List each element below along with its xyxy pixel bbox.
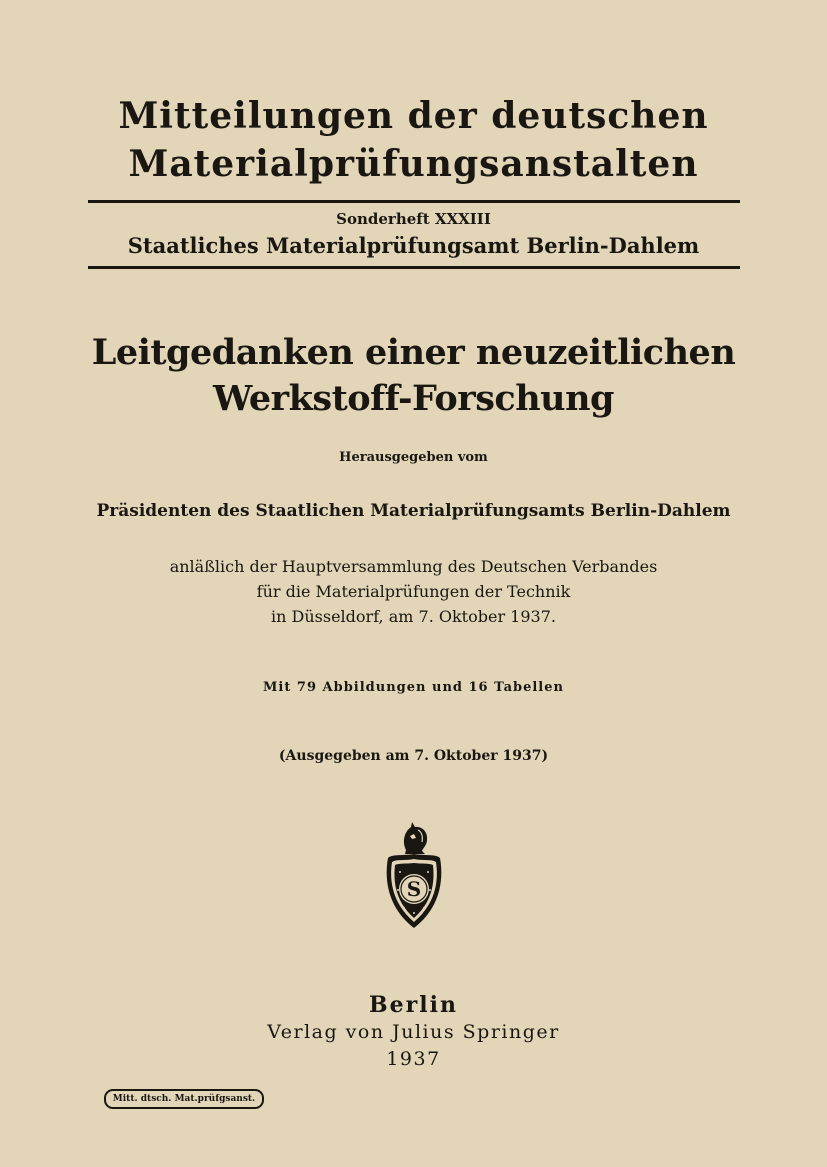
issue-number: Sonderheft XXXIII <box>336 210 491 228</box>
occasion-line1: anläßlich der Hauptversammlung des Deutschen Verbandes <box>169 557 658 576</box>
springer-knight-logo-icon <box>378 820 450 932</box>
editor-name: Präsidenten des Staatlichen Materialprüfungsamts Berlin-Dahlem <box>96 501 731 521</box>
imprint-city: Berlin <box>369 992 458 1018</box>
issued-date: (Ausgegeben am 7. Oktober 1937) <box>278 748 549 764</box>
imprint-publisher: Verlag von Julius Springer <box>267 1021 560 1043</box>
series-title-line1: Mitteilungen der deutschen <box>118 95 709 137</box>
occasion-line3: in Düsseldorf, am 7. Oktober 1937. <box>271 607 556 626</box>
top-rule <box>88 200 740 203</box>
imprint <box>0 992 827 1073</box>
institution-name: Staatliches Materialprüfungsamt Berlin-Dahlem <box>127 233 700 258</box>
series-title <box>0 92 827 188</box>
bottom-rule <box>88 266 740 269</box>
series-title-line2: Materialprüfungsanstalten <box>128 143 699 185</box>
main-title-line1: Leitgedanken einer neuzeitlichen <box>91 332 736 373</box>
imprint-year: 1937 <box>386 1048 441 1070</box>
main-title <box>0 330 827 422</box>
citation-abbreviation: Mitt. dtsch. Mat.prüfgsanst. <box>104 1089 264 1109</box>
edited-by-label: Herausgegeben vom <box>339 450 488 465</box>
logo-letter: S <box>406 877 422 901</box>
illustrations-note: Mit 79 Abbildungen und 16 Tabellen <box>263 680 564 695</box>
main-title-line2: Werkstoff-Forschung <box>212 378 615 419</box>
occasion-text <box>0 554 827 629</box>
occasion-line2: für die Materialprüfungen der Technik <box>256 582 571 601</box>
